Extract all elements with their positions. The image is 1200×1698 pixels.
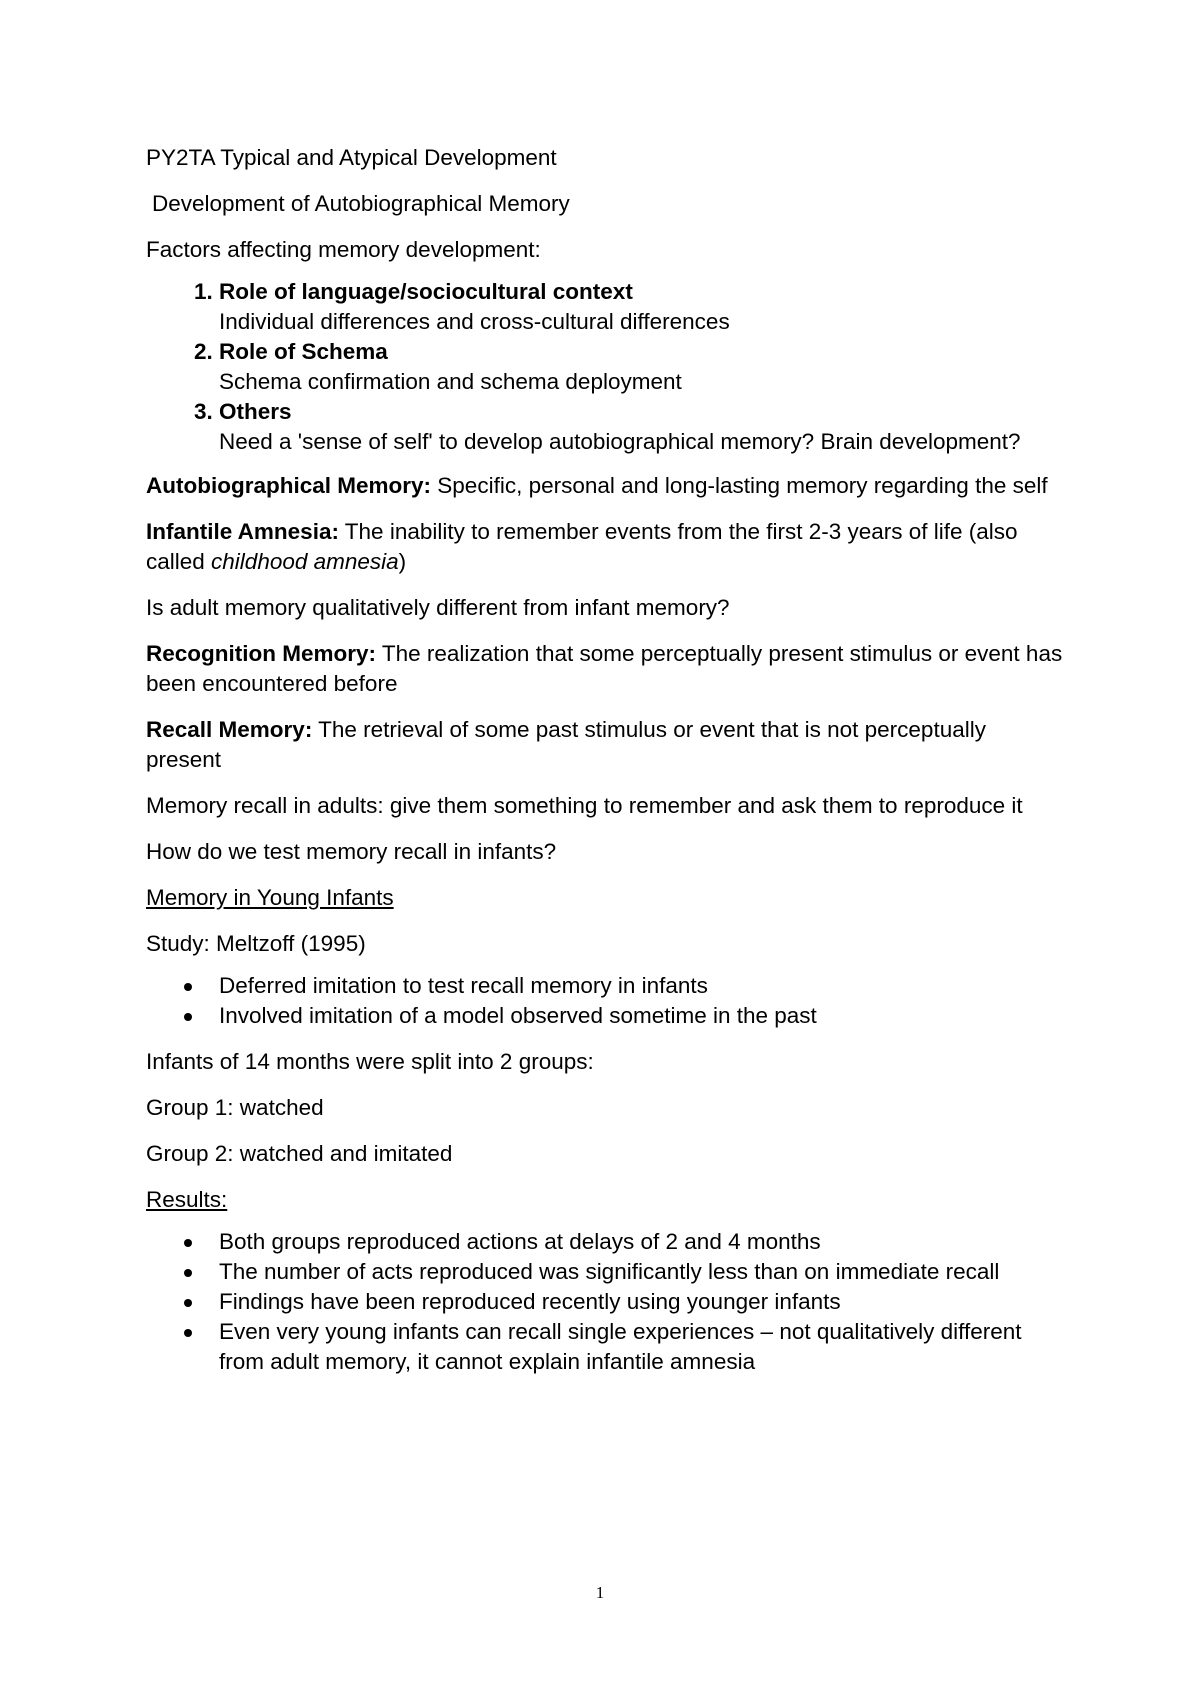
factor-heading: 2. Role of Schema [219, 339, 388, 364]
list-item: Findings have been reproduced recently using younger infants [219, 1287, 1066, 1317]
factor-heading: 3. Others [219, 399, 292, 424]
question-infants: How do we test memory recall in infants? [146, 839, 557, 864]
definition-term: Recall Memory: [146, 717, 313, 742]
list-item: Even very young infants can recall single experiences – not qualitatively different from adult memory, it cannot explain infantile amnesia [219, 1317, 1066, 1377]
question-qualitative: Is adult memory qualitatively different from infant memory? [146, 595, 730, 620]
factor-item [219, 397, 1066, 457]
document-body [146, 143, 1066, 1393]
course-title: PY2TA Typical and Atypical Development [146, 145, 557, 170]
lecture-title: Development of Autobiographical Memory [152, 191, 570, 216]
section-heading-results: Results: [146, 1187, 228, 1212]
section-heading-young-infants: Memory in Young Infants [146, 885, 394, 910]
definition-close-paren: ) [398, 549, 407, 574]
definition-text: Specific, personal and long-lasting memory regarding the self [431, 473, 1048, 498]
group-1: Group 1: watched [146, 1095, 324, 1120]
factor-heading: 1. Role of language/sociocultural context [219, 279, 633, 304]
definition-term: Autobiographical Memory: [146, 473, 432, 498]
adult-recall-text: Memory recall in adults: give them something to remember and ask them to reproduce it [146, 793, 1023, 818]
definition-term: Infantile Amnesia: [146, 519, 339, 544]
list-item: Deferred imitation to test recall memory in infants [219, 971, 1066, 1001]
definition-italic-term: childhood amnesia [211, 549, 399, 574]
group-2: Group 2: watched and imitated [146, 1141, 453, 1166]
list-item: Both groups reproduced actions at delays of 2 and 4 months [219, 1227, 1066, 1257]
definition-autobiographical-memory [146, 471, 1066, 501]
definition-text: The realization that some perceptually present stimulus or event has been encountered before [146, 641, 1063, 696]
factor-detail: Need a 'sense of self' to develop autobiographical memory? Brain development? [219, 429, 1021, 454]
study-reference: Study: Meltzoff (1995) [146, 931, 366, 956]
factor-detail: Individual differences and cross-cultural differences [219, 309, 730, 334]
list-item: Involved imitation of a model observed sometime in the past [219, 1001, 1066, 1031]
study-bullet-list [146, 971, 1066, 1031]
groups-intro: Infants of 14 months were split into 2 groups: [146, 1049, 594, 1074]
factor-item [219, 337, 1066, 397]
factors-intro: Factors affecting memory development: [146, 237, 541, 262]
definition-recognition-memory [146, 639, 1066, 699]
page-number: 1 [595, 1583, 605, 1602]
definition-text: The retrieval of some past stimulus or event that is not perceptually present [146, 717, 986, 772]
definition-infantile-amnesia [146, 517, 1066, 577]
factor-item [219, 277, 1066, 337]
definition-recall-memory [146, 715, 1066, 775]
list-item: The number of acts reproduced was significantly less than on immediate recall [219, 1257, 1066, 1287]
definition-term: Recognition Memory: [146, 641, 377, 666]
factor-detail: Schema confirmation and schema deployment [219, 369, 682, 394]
results-bullet-list [146, 1227, 1066, 1377]
definition-text: The inability to remember events from the first 2-3 years of life (also called [146, 519, 1018, 574]
factors-list [146, 277, 1066, 457]
